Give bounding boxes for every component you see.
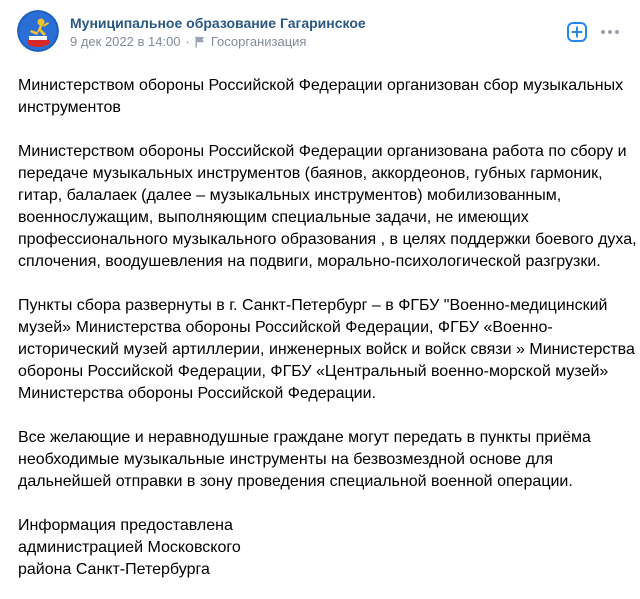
three-dots-icon[interactable]	[598, 20, 622, 44]
post-text-line: сплочения, воодушевления на подвиги, морально-психологической разгрузки.	[18, 253, 601, 270]
post-text-line: Информация предоставлена	[18, 517, 233, 534]
post-text-line: музей» Министерства обороны Российской Федерации, ФГБУ «Военно-	[18, 319, 553, 336]
post-text-line: Министерством обороны Российской Федерации организован сбор музыкальных	[18, 77, 624, 94]
post-text-line: Все желающие и неравнодушные граждане могут передать в пункты приёма	[18, 429, 591, 446]
post-paragraph	[18, 515, 628, 581]
post-category-link[interactable]: Госорганизация	[210, 34, 307, 49]
post-paragraph	[18, 427, 628, 493]
plus-square-icon[interactable]	[565, 20, 589, 44]
coat-of-arms-avatar[interactable]	[17, 10, 59, 52]
post-text-line: дальнейшей отправки в зону проведения специальной военной операции.	[18, 473, 573, 490]
post-text-line: администрацией Московского	[18, 539, 241, 556]
post-paragraph	[18, 295, 635, 405]
post-header	[0, 0, 640, 64]
post-paragraph	[18, 141, 637, 273]
post-text-line: гитар, балалаек (далее – музыкальных инструментов) мобилизованным,	[18, 187, 562, 204]
post-text-line: Министерством обороны Российской Федерации организована работа по сбору и	[18, 143, 627, 160]
post-text-line: обороны Российской Федерации, ФГБУ «Центральный военно-морской музей»	[18, 363, 609, 380]
author-name-link[interactable]: Муниципальное образование Гагаринское	[70, 15, 366, 31]
post-text-line: Министерства обороны Российской Федерации.	[18, 385, 376, 402]
meta-separator: ·	[185, 34, 190, 49]
post-text-line: военнослужащим, выполняющим специальные задачи, не имеющих	[18, 209, 529, 226]
post-text-line: района Санкт-Петербурга	[18, 561, 210, 578]
post-text-line: передаче музыкальных инструментов (баянов, аккордеонов, губных гармоник,	[18, 165, 603, 182]
post-text-line: исторический музей артиллерии, инженерных войск и войск связи » Министерства	[18, 341, 635, 358]
post-text-line: инструментов	[18, 99, 121, 116]
coat-of-arms-icon	[17, 10, 59, 52]
post-body	[18, 75, 637, 581]
post-text-line: профессионального музыкального образования , в целях поддержки боевого духа,	[18, 231, 637, 248]
post-paragraph	[18, 75, 628, 119]
post-text-line: Пункты сбора развернуты в г. Санкт-Петербург – в ФГБУ "Военно-медицинский	[18, 297, 608, 314]
post-date-link[interactable]: 9 дек 2022 в 14:00	[70, 34, 181, 49]
flag-icon	[195, 36, 205, 48]
post-text-line: необходимые музыкальные инструменты на безвозмездной основе для	[18, 451, 554, 468]
post-meta	[70, 34, 306, 49]
